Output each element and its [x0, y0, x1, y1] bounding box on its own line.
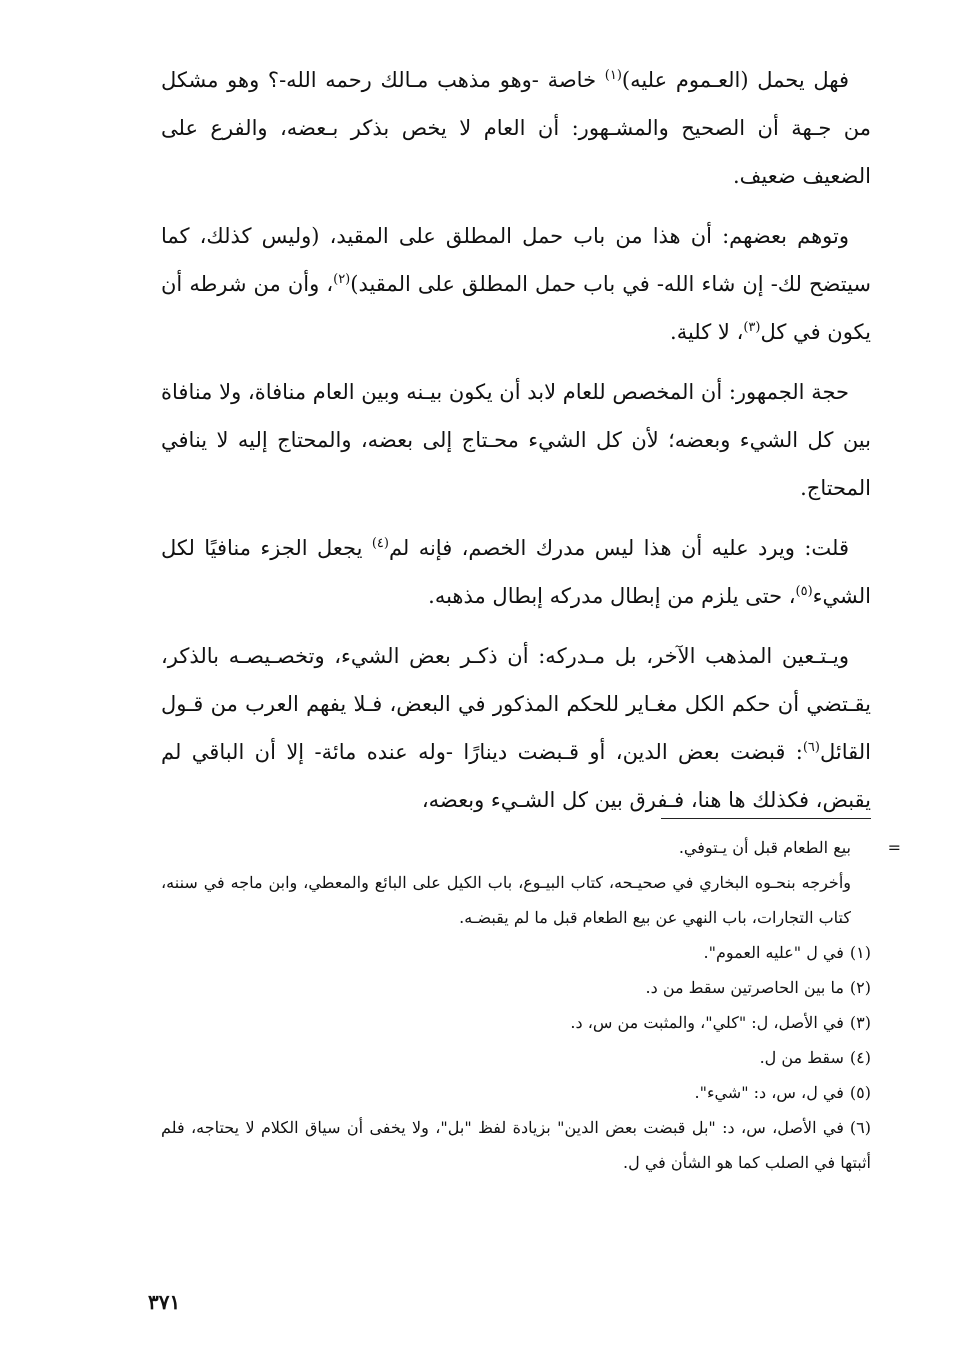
- paragraph-2: وتوهم بعضهم: أن هذا من باب حمل المطلق على المقيد، (وليس كذلك، كما سيتضح لك- إن شاء الله- في باب حمل المطلق على المقيد)$^{(٢)}$، وأن من شرطه أن يكون في كل$^{(٣)}$، لا كلية.: [161, 224, 872, 344]
- footnote-4: (٤)سقط من ل.: [161, 1040, 871, 1075]
- paragraph-1: فهل يحمل (العـموم عليه)$^{(١)}$ خاصة -وهو مذهب مـالك رحمه الله-؟ وهو مشكل من جـهة أن الصحيح والمشـهور: أن العام لا يخص بذكر بـعضه، والفرع على الضعيف ضعيف.: [161, 68, 871, 188]
- footnote-ref-3[interactable]: (٣): [743, 320, 761, 335]
- page-number: ٣٧١: [148, 1290, 181, 1314]
- footnote-separator: [661, 818, 871, 819]
- footnote-number: (٣): [849, 1013, 871, 1032]
- footnote-6: (٦)في الأصل، س، د: "بل قبضت بعض الدين" بزيادة لفظ "بل"، ولا يخفى أن سياق الكلام لا يحتاجه، فلم أثبتها في الصلب كما هو الشأن في ل.: [161, 1110, 871, 1180]
- footnote-ref-2[interactable]: (٢): [333, 272, 351, 287]
- footnote-3: (٣)في الأصل، ل: "كلي"، والمثبت من س، د.: [161, 1005, 871, 1040]
- footnote-ref-1[interactable]: (١): [604, 68, 622, 83]
- footnote-continuation-1: = بيع الطعام قبل أن يـتوفي.: [161, 830, 871, 865]
- footnote-number: (٦): [849, 1118, 871, 1137]
- footnote-number: (٢): [849, 978, 871, 997]
- continuation-mark: =: [887, 838, 901, 857]
- main-text: [161, 56, 871, 836]
- footnote-5: (٥)في ل، س، د: "شيء".: [161, 1075, 871, 1110]
- paragraph-5: ويـتـعين المذهب الآخر، بل مـدركه: أن ذكـر بعض الشيء، وتخصـيصـه بالذكر، يقـتضي أن حكم الكل مغـاير للحكم المذكور في البعض، فـلا يفهم العرب من قـول القائل$^{(٦)}$: قبضت بعض الدين، أو قـبضت دينارًا -وله عنده مائة- إلا أن الباقي لم يقبض، فكذلك ها هنا، فـفرق بين كل الشـيء وبعضه،: [161, 644, 871, 812]
- paragraph-4: قلت: ويرد عليه أن هذا ليس مدرك الخصم، فإنه لم$^{(٤)}$ يجعل الجزء منافيًا لكل الشيء$^{(٥)}$، حتى يلزم من إبطال مدركه إبطال مذهبه.: [161, 536, 871, 608]
- footnote-1: (١)في ل "عليه العموم".: [161, 935, 871, 970]
- footnotes: [161, 830, 901, 1180]
- footnote-ref-4[interactable]: (٤): [371, 536, 389, 551]
- footnote-number: (٤): [849, 1048, 871, 1067]
- footnote-ref-5[interactable]: (٥): [795, 584, 813, 599]
- footnote-ref-6[interactable]: (٦): [802, 740, 820, 755]
- paragraph-3: حجة الجمهور: أن المخصص للعام لابد أن يكون بيـنه وبين العام منافاة، ولا منافاة بين كل الشيء وبعضه؛ لأن كل الشيء محـتاج إلى بعضه، والمحتاج إليه لا ينافي المحتاج.: [161, 380, 871, 500]
- footnote-continuation-2: وأخرجه بنحـوه البخاري في صحيـحه، كتاب البيـوع، باب الكيل على البائع والمعطي، وابن ماجه في سننه، كتاب التجارات، باب النهي عن بيع الطعام قبل ما لم يقبضـه.: [161, 873, 851, 927]
- footnote-number: (١): [849, 943, 871, 962]
- footnote-number: (٥): [849, 1083, 871, 1102]
- footnote-2: (٢)ما بين الحاصرتين سقط من د.: [161, 970, 871, 1005]
